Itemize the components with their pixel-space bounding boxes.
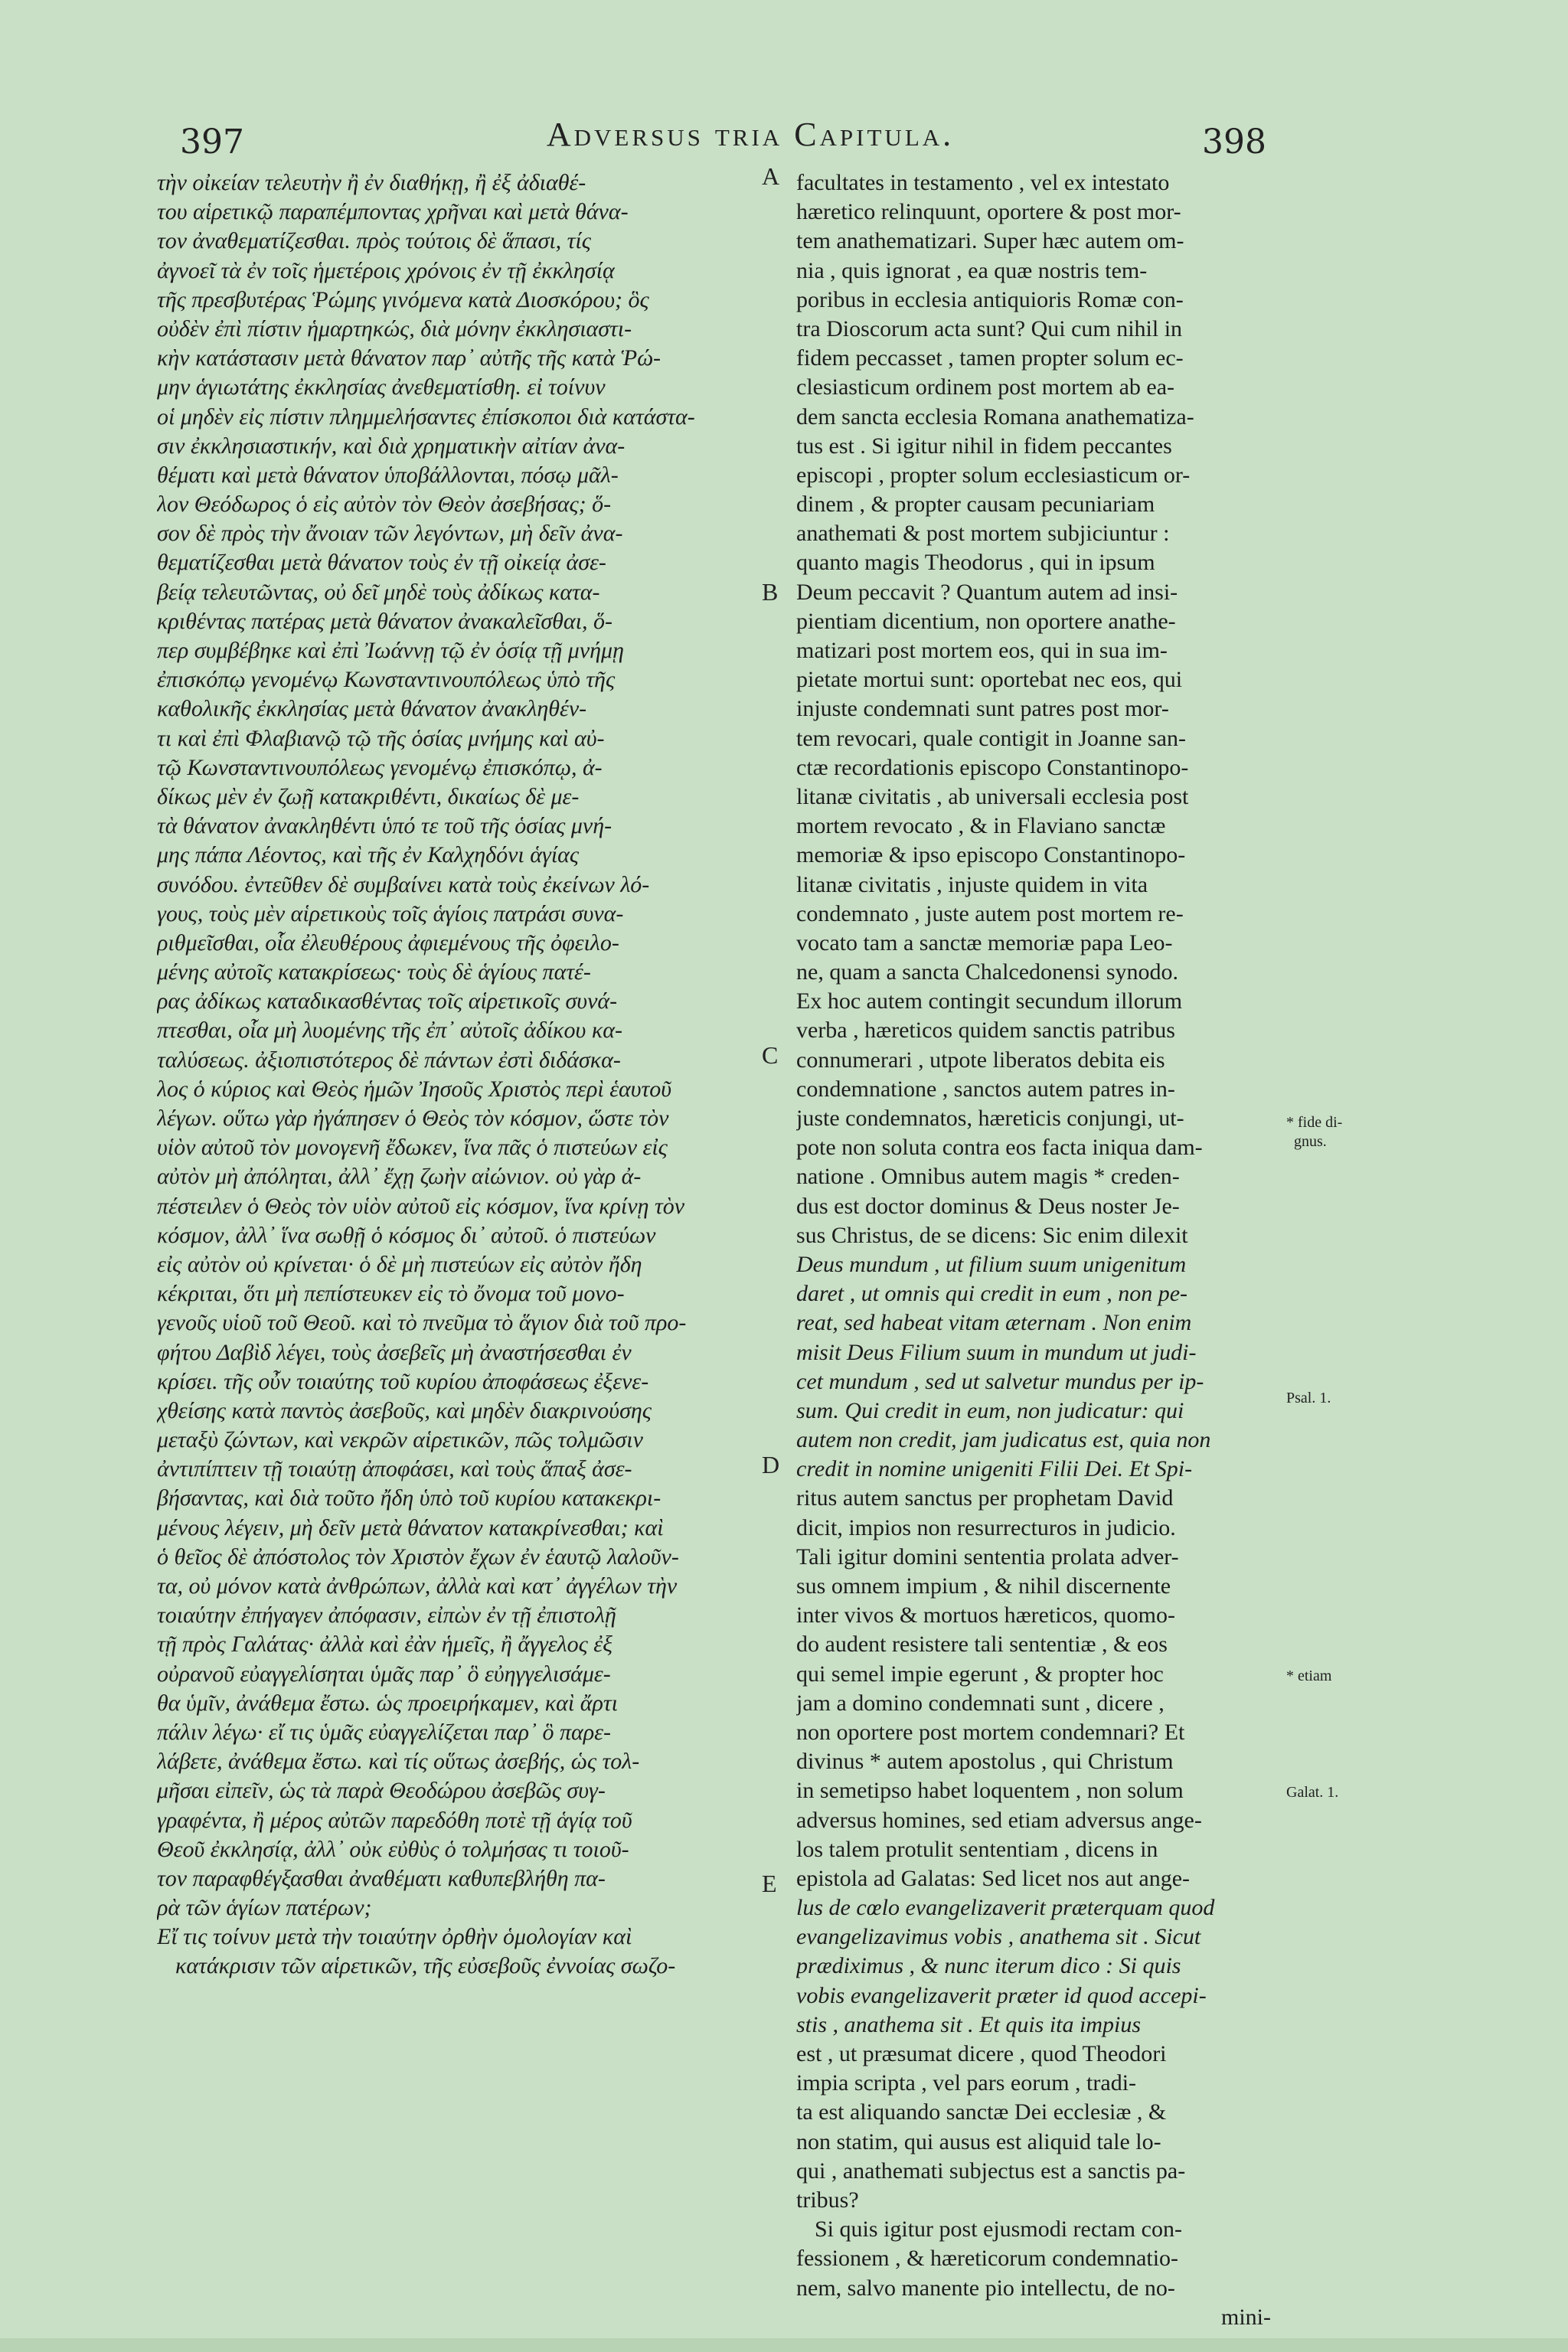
greek-text-line: ἀντιπίπτειν τῇ τοιαύτῃ ἀποφάσει, καὶ τοὺς ἅπαξ ἀσε- xyxy=(157,1456,632,1482)
left-page-number: 397 xyxy=(180,122,244,162)
latin-text-line: qui , anathemati subjectus est a sanctis pa- xyxy=(796,2158,1186,2184)
greek-text-line: βείᾳ τελευτῶντας, οὐ δεῖ μηδὲ τοὺς ἀδίκως κατα- xyxy=(157,579,600,605)
greek-text-line: ἀγνοεῖ τὰ ἐν τοῖς ἡμετέροις χρόνοις ἐν τῇ ἐκκλησίᾳ xyxy=(157,257,615,283)
greek-text-line: κριθέντας πατέρας μετὰ θάνατον ἀνακαλεῖσθαι, ὅ- xyxy=(157,608,612,634)
latin-text-line: daret , ut omnis qui credit in eum , non pe- xyxy=(796,1281,1188,1307)
page-bottom-edge xyxy=(0,2338,1568,2352)
latin-text-line: pote non soluta contra eos facta iniqua dam- xyxy=(796,1135,1203,1161)
latin-text-line: litanæ civitatis , ab universali ecclesia post xyxy=(796,783,1189,809)
section-letter-e: E xyxy=(762,1870,777,1897)
latin-text-line: non oportere post mortem condemnari? Et xyxy=(796,1719,1185,1745)
latin-text-line: autem non credit, jam judicatus est, quia non xyxy=(796,1427,1211,1453)
greek-text-column xyxy=(157,168,769,1981)
margin-note-etiam: * etiam xyxy=(1286,1668,1332,1684)
greek-text-line: μένους λέγειν, μὴ δεῖν μετὰ θάνατον κατακρίνεσθαι; καὶ xyxy=(157,1514,664,1540)
greek-text-line: πέστειλεν ὁ Θεὸς τὸν υἱὸν αὐτοῦ εἰς κόσμον, ἵνα κρίνῃ τὸν xyxy=(157,1193,685,1219)
latin-text-line: nem, salvo manente pio intellectu, de no- xyxy=(796,2275,1175,2301)
greek-text-line: καθολικῆς ἐκκλησίας μετὰ θάνατον ἀνακληθέν- xyxy=(157,696,587,722)
greek-text-line: κέκριται, ὅτι μὴ πεπίστευκεν εἰς τὸ ὄνομα τοῦ μονο- xyxy=(157,1281,625,1307)
latin-text-line: anathemati & post mortem subjiciuntur : xyxy=(796,521,1170,547)
latin-text-line: quanto magis Theodorus , qui in ipsum xyxy=(796,550,1155,576)
section-letter-d: D xyxy=(762,1451,780,1478)
latin-text-line: mini- xyxy=(1221,2304,1271,2330)
latin-text-line: ne, quam a sancta Chalcedonensi synodo. xyxy=(796,959,1179,985)
greek-text-line: οὐρανοῦ εὐαγγελίσηται ὑμᾶς παρ᾽ ὃ εὐηγγελισάμε- xyxy=(157,1661,611,1687)
latin-text-line: matizari post mortem eos, qui in sua im- xyxy=(796,638,1168,663)
greek-text-line: τα, οὐ μόνον κατὰ ἀνθρώπων, ἀλλὰ καὶ κατ᾽ ἀγγέλων τὴν xyxy=(157,1573,678,1599)
greek-text-line: τῇ πρὸς Γαλάτας· ἀλλὰ καὶ ἐὰν ἡμεῖς, ἢ ἄγγελος ἐξ xyxy=(157,1632,612,1658)
latin-text-line: condemnato , juste autem post mortem re- xyxy=(796,900,1184,926)
greek-text-line: αὐτὸν μὴ ἀπόληται, ἀλλ᾽ ἔχῃ ζωὴν αἰώνιον. οὐ γὰρ ἀ- xyxy=(157,1164,642,1190)
greek-text-line: ὁ θεῖος δὲ ἀπόστολος τὸν Χριστὸν ἔχων ἐν ἑαυτῷ λαλοῦν- xyxy=(157,1544,679,1570)
latin-text-line: hæretico relinquunt, oportere & post mor- xyxy=(796,199,1181,225)
page-header xyxy=(0,115,1568,176)
section-letter-a: A xyxy=(762,162,780,190)
greek-text-line: τῆς πρεσβυτέρας Ῥώμης γινόμενα κατὰ Διοσκόρου; ὃς xyxy=(157,286,649,312)
greek-text-line: πτεσθαι, οἷα μὴ λυομένης τῆς ἐπ᾽ αὐτοῖς ἀδίκου κα- xyxy=(157,1018,622,1044)
latin-text-line: est , ut præsumat dicere , quod Theodori xyxy=(796,2041,1167,2066)
running-title: Adversus tria Capitula. xyxy=(546,116,955,153)
latin-text-line: dicit, impios non resurrecturos in judicio. xyxy=(796,1514,1176,1540)
section-letter-b: B xyxy=(762,578,779,606)
latin-text-line: pientiam dicentium, non oportere anathe- xyxy=(796,608,1176,634)
latin-text-line: sum. Qui credit in eum, non judicatur: qui xyxy=(796,1397,1184,1423)
latin-text-line: ta est aliquando sanctæ Dei ecclesiæ , & xyxy=(796,2099,1167,2125)
latin-text-line: stis , anathema sit . Et quis ita impius xyxy=(796,2011,1142,2037)
latin-text-line: fidem peccasset , tamen propter solum ec- xyxy=(796,345,1184,371)
latin-text-line: mortem revocato , & in Flaviano sanctæ xyxy=(796,813,1166,839)
greek-text-line: κατάκρισιν τῶν αἱρετικῶν, τῆς εὐσεβοῦς ἐννοίας σωζο- xyxy=(175,1953,676,1979)
margin-note-galatians: Galat. 1. xyxy=(1286,1784,1339,1801)
latin-text-line: Tali igitur domini sententia prolata adver- xyxy=(796,1544,1179,1570)
margin-note-psalm: Psal. 1. xyxy=(1286,1390,1331,1406)
greek-text-line: τον ἀναθεματίζεσθαι. πρὸς τούτοις δὲ ἅπασι, τίς xyxy=(157,228,591,254)
greek-text-line: τῷ Κωνσταντινουπόλεως γενομένῳ ἐπισκόπῳ, ἀ- xyxy=(157,754,603,780)
latin-text-column xyxy=(796,168,1271,2332)
greek-text-line: τον παραφθέγξασθαι ἀναθέματι καθυπεβλήθη πα- xyxy=(157,1865,606,1891)
latin-text-line: clesiasticum ordinem post mortem ab ea- xyxy=(796,374,1175,400)
greek-text-line: του αἱρετικῷ παραπέμποντας χρῆναι καὶ μετὰ θάνα- xyxy=(157,199,629,225)
latin-text-line: memoriæ & ipso episcopo Constantinopo- xyxy=(796,842,1186,868)
greek-text-line: μην ἁγιωτάτης ἐκκλησίας ἀνεθεματίσθη. εἰ τοίνυν xyxy=(157,374,606,400)
latin-text-line: Deum peccavit ? Quantum autem ad insi- xyxy=(796,579,1178,605)
latin-text-line: litanæ civitatis , injuste quidem in vita xyxy=(796,871,1148,897)
section-letter-c: C xyxy=(762,1041,779,1069)
greek-text-line: κρίσει. τῆς οὖν τοιαύτης τοῦ κυρίου ἀποφάσεως ἐξενε- xyxy=(157,1368,649,1394)
greek-text-line: τοιαύτην ἐπήγαγεν ἀπόφασιν, εἰπὼν ἐν τῇ ἐπιστολῇ xyxy=(157,1602,616,1628)
latin-text-line: ritus autem sanctus per prophetam David xyxy=(796,1485,1174,1511)
greek-text-line: θεματίζεσθαι μετὰ θάνατον τοὺς ἐν τῇ οἰκείᾳ ἀσε- xyxy=(157,550,606,576)
latin-text-line: impia scripta , vel pars eorum , tradi- xyxy=(796,2070,1137,2096)
latin-text-line: evangelizavimus vobis , anathema sit . Sicut xyxy=(796,1924,1201,1950)
greek-text-line: χθείσης κατὰ παντὸς ἀσεβοῦς, καὶ μηδὲν διακρινούσης xyxy=(157,1397,652,1423)
latin-text-line: lus de cœlo evangelizaverit præterquam quod xyxy=(796,1895,1215,1921)
latin-text-line: inter vivos & mortuos hæreticos, quomo- xyxy=(796,1602,1175,1628)
latin-text-line: los talem protulit sententiam , dicens in xyxy=(796,1836,1158,1862)
latin-text-line: vobis evangelizaverit præter id quod accepi- xyxy=(796,1982,1207,2008)
greek-text-line: οἱ μηδὲν εἰς πίστιν πλημμελήσαντες ἐπίσκοποι διὰ κατάστα- xyxy=(157,403,695,430)
latin-text-line: Deus mundum , ut filium suum unigenitum xyxy=(796,1251,1187,1277)
latin-text-line: tribus? xyxy=(796,2187,859,2213)
greek-text-line: ταλύσεως. ἀξιοπιστότερος δὲ πάντων ἐστὶ διδάσκα- xyxy=(157,1047,621,1073)
greek-text-line: μένης αὐτοῖς κατακρίσεως· τοὺς δὲ ἁγίους πατέ- xyxy=(157,959,591,985)
latin-text-line: nia , quis ignorat , ea quæ nostris tem- xyxy=(796,257,1148,283)
greek-text-line: λάβετε, ἀνάθεμα ἔστω. καὶ τίς οὕτως ἀσεβής, ὡς τολ- xyxy=(157,1749,640,1775)
greek-text-line: θέματι καὶ μετὰ θάνατον ὑποβάλλονται, πόσῳ μᾶλ- xyxy=(157,462,619,488)
latin-text-line: adversus homines, sed etiam adversus ange- xyxy=(796,1807,1202,1833)
greek-text-line: μης πάπα Λέοντος, καὶ τῆς ἐν Καλχηδόνι ἁγίας xyxy=(157,842,580,868)
greek-text-line: υἱὸν αὐτοῦ τὸν μονογενῆ ἔδωκεν, ἵνα πᾶς ὁ πιστεύων εἰς xyxy=(157,1135,668,1161)
latin-text-line: tem anathematizari. Super hæc autem om- xyxy=(796,228,1184,254)
latin-text-line: dus est doctor dominus & Deus noster Je- xyxy=(796,1193,1180,1219)
greek-text-line: δίκως μὲν ἐν ζωῇ κατακριθέντι, δικαίως δὲ με- xyxy=(157,783,580,809)
greek-text-line: κόσμον, ἀλλ᾽ ἵνα σωθῇ ὁ κόσμος δι᾽ αὐτοῦ. ὁ πιστεύων xyxy=(157,1222,656,1248)
greek-text-line: εἰς αὐτὸν οὐ κρίνεται· ὁ δὲ μὴ πιστεύων εἰς αὐτὸν ἤδη xyxy=(157,1251,642,1277)
greek-text-line: σιν ἐκκλησιαστικήν, καὶ διὰ χρηματικὴν αἰτίαν ἀνα- xyxy=(157,433,626,459)
margin-note-fide: * fide di- xyxy=(1286,1114,1343,1131)
latin-text-line: injuste condemnati sunt patres post mor- xyxy=(796,696,1169,722)
greek-text-line: φήτου Δαβὶδ λέγει, τοὺς ἀσεβεῖς μὴ ἀναστήσεσθαι ἐν xyxy=(157,1339,632,1365)
greek-text-line: τὰ θάνατον ἀνακληθέντι ὑπό τε τοῦ τῆς ὁσίας μνή- xyxy=(157,813,612,839)
greek-text-line: ἐπισκόπῳ γενομένῳ Κωνσταντινουπόλεως ὑπὸ τῆς xyxy=(157,667,616,693)
latin-text-line: natione . Omnibus autem magis * creden- xyxy=(796,1164,1180,1190)
greek-text-line: λος ὁ κύριος καὶ Θεὸς ἡμῶν Ἰησοῦς Χριστὸς περὶ ἑαυτοῦ xyxy=(157,1076,672,1102)
greek-text-line: γενοῦς υἱοῦ τοῦ Θεοῦ. καὶ τὸ πνεῦμα τὸ ἅγιον διὰ τοῦ προ- xyxy=(157,1310,687,1336)
latin-text-line: sus Christus, de se dicens: Sic enim dilexit xyxy=(796,1222,1188,1248)
latin-text-line: tra Dioscorum acta sunt? Qui cum nihil in xyxy=(796,315,1183,341)
latin-text-line: Ex hoc autem contingit secundum illorum xyxy=(796,988,1183,1014)
latin-text-line: vocato tam a sanctæ memoriæ papa Leo- xyxy=(796,929,1173,956)
latin-text-line: tem revocari, quale contigit in Joanne san- xyxy=(796,725,1186,751)
latin-text-line: reat, sed habeat vitam æternam . Non enim xyxy=(796,1310,1192,1336)
latin-text-line: jam a domino condemnati sunt , dicere , xyxy=(796,1690,1165,1716)
latin-text-line: misit Deus Filium suum in mundum ut judi- xyxy=(796,1339,1197,1365)
greek-text-line: οὐδὲν ἐπὶ πίστιν ἡμαρτηκώς, διὰ μόνην ἐκκλησιαστι- xyxy=(157,315,632,341)
greek-text-line: κὴν κατάστασιν μετὰ θάνατον παρ᾽ αὐτῆς τῆς κατὰ Ῥώ- xyxy=(157,345,661,371)
latin-text-line: dem sancta ecclesia Romana anathematiza- xyxy=(796,403,1194,430)
greek-text-line: πάλιν λέγω· εἴ τις ὑμᾶς εὐαγγελίζεται παρ᾽ ὃ παρε- xyxy=(157,1719,611,1745)
greek-text-line: ρας ἀδίκως καταδικασθέντας τοῖς αἱρετικοῖς συνά- xyxy=(157,988,618,1014)
latin-text-line: dinem , & propter causam pecuniariam xyxy=(796,492,1155,518)
latin-text-line: connumerari , utpote liberatos debita eis xyxy=(796,1047,1165,1073)
greek-text-line: λέγων. οὕτω γὰρ ἠγάπησεν ὁ Θεὸς τὸν κόσμον, ὥστε τὸν xyxy=(157,1106,669,1131)
latin-text-line: condemnatione , sanctos autem patres in- xyxy=(796,1076,1175,1102)
latin-text-line: tus est . Si igitur nihil in fidem peccantes xyxy=(796,433,1172,459)
latin-text-line: do audent resistere tali sententiæ , & eos xyxy=(796,1632,1168,1658)
greek-text-line: λον Θεόδωρος ὁ εἰς αὐτὸν τὸν Θεὸν ἀσεβήσας; ὅ- xyxy=(157,492,612,518)
greek-text-line: μεταξὺ ζώντων, καὶ νεκρῶν αἱρετικῶν, πῶς τολμῶσιν xyxy=(157,1427,643,1453)
latin-text-line: Si quis igitur post ejusmodi rectam con- xyxy=(815,2216,1182,2243)
greek-text-line: τι καὶ ἐπὶ Φλαβιανῷ τῷ τῆς ὁσίας μνήμης καὶ αὐ- xyxy=(157,725,605,751)
latin-text-line: episcopi , propter solum ecclesiasticum or- xyxy=(796,462,1191,488)
greek-text-line: βήσαντας, καὶ διὰ τοῦτο ἤδη ὑπὸ τοῦ κυρίου κατακεκρι- xyxy=(157,1485,662,1511)
margin-note-fide-cont: gnus. xyxy=(1294,1133,1327,1150)
greek-text-line: ρὰ τῶν ἁγίων πατέρων; xyxy=(157,1895,372,1921)
latin-text-line: poribus in ecclesia antiquioris Romæ con- xyxy=(796,286,1184,312)
latin-text-line: qui semel impie egerunt , & propter hoc xyxy=(796,1661,1164,1687)
greek-text-line: θα ὑμῖν, ἀνάθεμα ἔστω. ὡς προειρήκαμεν, καὶ ἄρτι xyxy=(157,1690,618,1716)
latin-text-line: cet mundum , sed ut salvetur mundus per ip- xyxy=(796,1368,1204,1394)
greek-text-line: μῆσαι εἰπεῖν, ὡς τὰ παρὰ Θεοδώρου ἀσεβῶς συγ- xyxy=(157,1778,606,1804)
greek-text-line: γους, τοὺς μὲν αἱρετικοὺς τοῖς ἁγίοις πατράσι συνα- xyxy=(157,900,624,926)
latin-text-line: non statim, qui ausus est aliquid tale lo- xyxy=(796,2128,1161,2154)
greek-text-line: Εἴ τις τοίνυν μετὰ τὴν τοιαύτην ὀρθὴν ὁμολογίαν καὶ xyxy=(157,1924,632,1950)
greek-text-line: ριθμεῖσθαι, οἷα ἐλευθέρους ἀφιεμένους τῆς ὀφειλο- xyxy=(157,929,619,956)
latin-text-line: facultates in testamento , vel ex intestato xyxy=(796,170,1170,195)
latin-text-line: in semetipso habet loquentem , non solum xyxy=(796,1778,1184,1804)
latin-text-line: ctæ recordationis episcopo Constantinopo- xyxy=(796,754,1189,780)
latin-text-line: verba , hæreticos quidem sanctis patribus xyxy=(796,1018,1175,1044)
latin-text-line: pietate mortui sunt: oportebat nec eos, qui xyxy=(796,667,1183,693)
greek-text-line: γραφέντα, ἢ μέρος αὐτῶν παρεδόθη ποτὲ τῇ ἁγίᾳ τοῦ xyxy=(157,1807,632,1833)
greek-text-line: τὴν οἰκείαν τελευτὴν ἢ ἐν διαθήκῃ, ἢ ἐξ ἀδιαθέ- xyxy=(157,170,586,195)
greek-text-line: περ συμβέβηκε καὶ ἐπὶ Ἰωάννῃ τῷ ἐν ὁσίᾳ τῇ μνήμῃ xyxy=(157,638,624,663)
latin-text-line: fessionem , & hæreticorum condemnatio- xyxy=(796,2246,1179,2272)
greek-text-line: Θεοῦ ἐκκλησίᾳ, ἀλλ᾽ οὐκ εὐθὺς ὁ τολμήσας τι τοιοῦ- xyxy=(157,1836,629,1862)
latin-text-line: prædiximus , & nunc iterum dico : Si quis xyxy=(796,1953,1181,1979)
latin-text-line: epistola ad Galatas: Sed licet nos aut ange- xyxy=(796,1865,1190,1891)
greek-text-line: συνόδου. ἐντεῦθεν δὲ συμβαίνει κατὰ τοὺς ἐκείνων λό- xyxy=(157,871,650,897)
greek-text-line: σον δὲ πρὸς τὴν ἄνοιαν τῶν λεγόντων, μὴ δεῖν ἀνα- xyxy=(157,521,623,547)
latin-text-line: divinus * autem apostolus , qui Christum xyxy=(796,1749,1174,1775)
latin-text-line: credit in nomine unigeniti Filii Dei. Et Spi- xyxy=(796,1456,1193,1482)
latin-text-line: sus omnem impium , & nihil discernente xyxy=(796,1573,1171,1599)
latin-text-line: juste condemnatos, hæreticis conjungi, ut- xyxy=(796,1106,1184,1131)
right-page-number: 398 xyxy=(1202,122,1266,162)
